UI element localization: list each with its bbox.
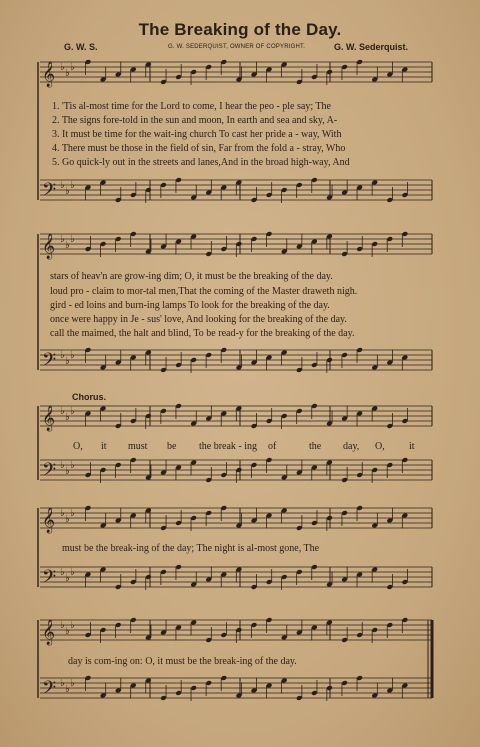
chorus-word: the break - ing — [199, 441, 258, 452]
chorus-word: it — [101, 441, 107, 452]
chorus-word: day, — [343, 441, 360, 452]
flat-sign-icon: ♭ — [70, 234, 75, 245]
flat-sign-icon: ♭ — [70, 406, 75, 417]
chorus-word: of — [268, 441, 277, 452]
verse-5-line-2: call the maimed, the halt and blind, To be read-y for the breaking of the day. — [50, 328, 355, 339]
treble-clef-icon: 𝄞 — [42, 508, 56, 533]
flat-sign-icon: ♭ — [65, 186, 70, 197]
chorus-word: be — [167, 441, 177, 452]
chorus-label: Chorus. — [72, 392, 107, 402]
verse-1-line-2: stars of heav'n are grow-ing dim; O, it must be the breaking of the day. — [50, 271, 333, 282]
bass-clef-icon: 𝄢 — [42, 678, 57, 703]
flat-sign-icon: ♭ — [65, 240, 70, 251]
chorus-word: must — [128, 441, 148, 452]
flat-sign-icon: ♭ — [60, 567, 65, 578]
chorus-line-2: must be the break-ing of the day; The night is al-most gone, The — [62, 543, 320, 554]
composer-credit: G. W. Sederquist. — [334, 42, 409, 52]
treble-clef-icon: 𝄞 — [42, 62, 56, 87]
flat-sign-icon: ♭ — [65, 684, 70, 695]
bass-clef-icon: 𝄢 — [42, 180, 57, 205]
flat-sign-icon: ♭ — [70, 180, 75, 191]
flat-sign-icon: ♭ — [70, 508, 75, 519]
bass-clef-icon: 𝄢 — [42, 460, 57, 485]
chorus-line-3: day is com-ing on: O, it must be the break-ing of the day. — [68, 656, 297, 667]
flat-sign-icon: ♭ — [60, 678, 65, 689]
flat-sign-icon: ♭ — [60, 460, 65, 471]
flat-sign-icon: ♭ — [70, 62, 75, 73]
verse-3-line: 3. It must be time for the wait-ing church To cast her pride a - way, With — [52, 129, 342, 140]
treble-clef-icon: 𝄞 — [42, 620, 56, 645]
treble-clef-icon: 𝄞 — [42, 406, 56, 431]
copyright-credit: G. W. SEDERQUIST, OWNER OF COPYRIGHT. — [168, 44, 306, 50]
flat-sign-icon: ♭ — [65, 356, 70, 367]
chorus-word: it — [409, 441, 415, 452]
verse-4-line-2: once were happy in Je - sus' love, And looking for the breaking of the day. — [50, 314, 347, 325]
flat-sign-icon: ♭ — [60, 508, 65, 519]
hymn-title: The Breaking of the Day. — [138, 20, 342, 39]
flat-sign-icon: ♭ — [70, 460, 75, 471]
lyricist-credit: G. W. S. — [64, 42, 98, 52]
bass-clef-icon: 𝄢 — [42, 350, 57, 375]
flat-sign-icon: ♭ — [70, 350, 75, 361]
bass-clef-icon: 𝄢 — [42, 567, 57, 592]
flat-sign-icon: ♭ — [65, 514, 70, 525]
verse-2-line: 2. The signs fore-told in the sun and moon, In earth and sea and sky, A- — [52, 115, 338, 126]
chorus-word: O, — [73, 441, 83, 452]
flat-sign-icon: ♭ — [65, 412, 70, 423]
flat-sign-icon: ♭ — [60, 62, 65, 73]
flat-sign-icon: ♭ — [70, 567, 75, 578]
verse-5-line: 5. Go quick-ly out in the streets and lanes,And in the broad high-way, And — [52, 157, 350, 168]
flat-sign-icon: ♭ — [65, 68, 70, 79]
flat-sign-icon: ♭ — [60, 180, 65, 191]
flat-sign-icon: ♭ — [70, 620, 75, 631]
flat-sign-icon: ♭ — [60, 350, 65, 361]
treble-clef-icon: 𝄞 — [42, 234, 56, 259]
flat-sign-icon: ♭ — [60, 234, 65, 245]
chorus-word: the — [309, 441, 322, 452]
flat-sign-icon: ♭ — [65, 573, 70, 584]
flat-sign-icon: ♭ — [65, 466, 70, 477]
verse-1-line: 1. 'Tis al-most time for the Lord to come, I hear the peo - ple say; The — [52, 101, 331, 112]
verse-4-line: 4. There must be those in the field of sin, Far from the fold a - stray, Who — [52, 143, 346, 154]
flat-sign-icon: ♭ — [65, 626, 70, 637]
flat-sign-icon: ♭ — [60, 406, 65, 417]
chorus-word: O, — [375, 441, 385, 452]
flat-sign-icon: ♭ — [70, 678, 75, 689]
verse-2-line-2: loud pro - claim to mor-tal men,That the coming of the Master draweth nigh. — [50, 286, 358, 297]
flat-sign-icon: ♭ — [60, 620, 65, 631]
verse-3-line-2: gird - ed loins and burn-ing lamps To look for the breaking of the day. — [50, 300, 330, 311]
